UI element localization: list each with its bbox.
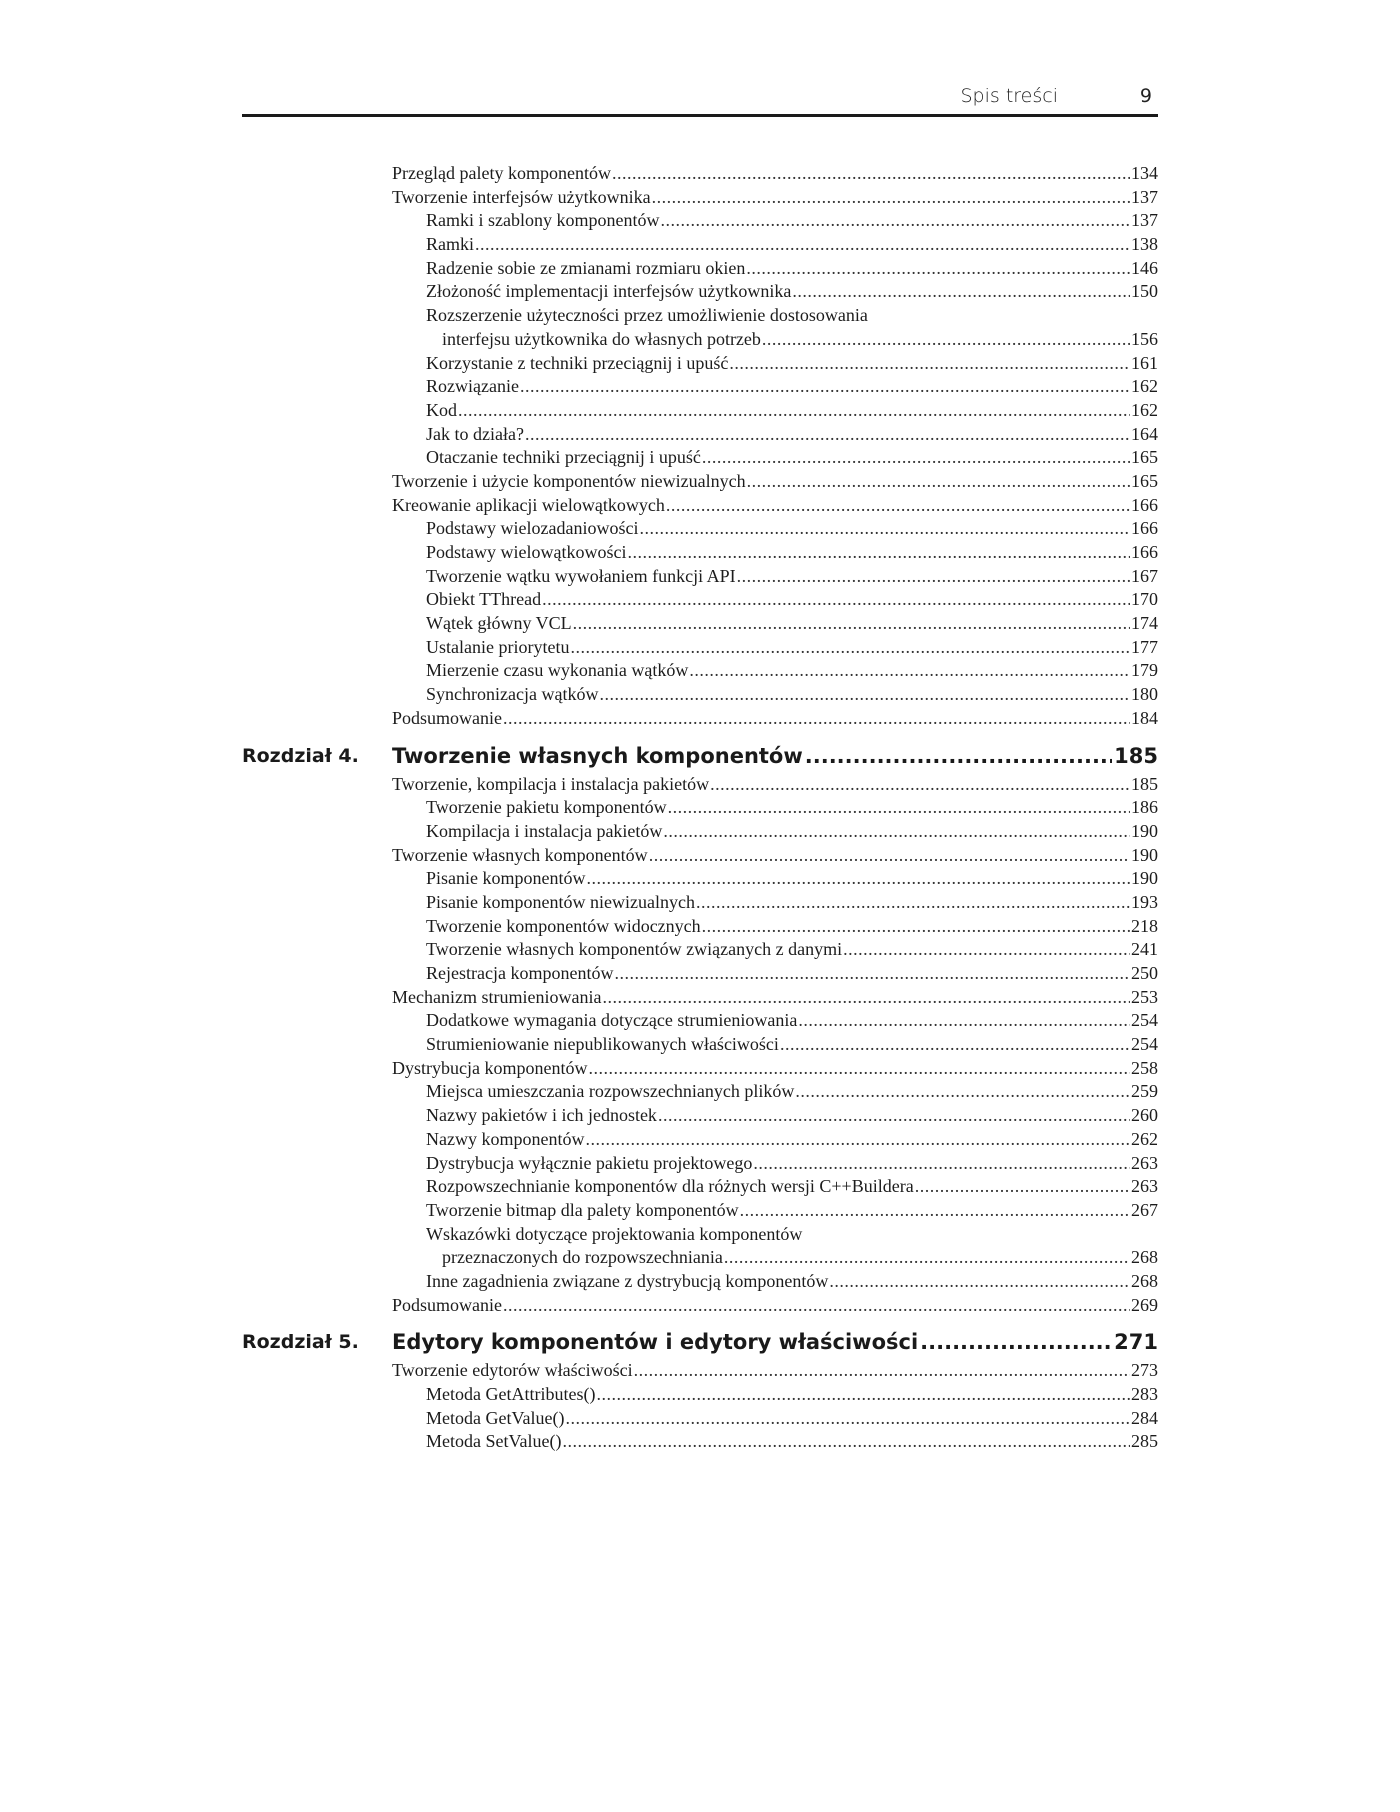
toc-subsection-entry [426, 1033, 1158, 1057]
dot-leader [585, 1128, 1130, 1152]
toc-subsection-entry [426, 796, 1158, 820]
dot-leader [596, 1383, 1130, 1407]
entry-title: Korzystanie z techniki przeciągnij i upuść [426, 352, 729, 373]
dot-leader [724, 1246, 1130, 1270]
dot-leader [668, 796, 1130, 820]
dot-leader [525, 423, 1130, 447]
toc-subsection-entry [426, 1270, 1158, 1294]
entry-page: 186 [1131, 797, 1158, 818]
entry-page: 170 [1131, 589, 1158, 610]
toc-subsection-entry [426, 399, 1158, 423]
entry-title: Tworzenie bitmap dla palety komponentów [426, 1199, 739, 1220]
entry-title: Tworzenie własnych komponentów [392, 844, 648, 865]
toc-section-entry [392, 1294, 1158, 1318]
dot-leader [587, 867, 1131, 891]
entry-page: 253 [1131, 986, 1158, 1007]
entry-title: Przegląd palety komponentów [392, 163, 611, 183]
entry-title: Synchronizacja wątków [426, 684, 599, 705]
running-header-title: Spis treści [960, 85, 1058, 107]
entry-page: 134 [1131, 163, 1158, 183]
entry-title: Tworzenie interfejsów użytkownika [392, 186, 651, 207]
toc-subsection-entry [426, 280, 1158, 304]
entry-page: 165 [1131, 447, 1158, 468]
chapter-heading [242, 1325, 1158, 1359]
entry-page: 190 [1131, 868, 1158, 889]
entry-title: Pisanie komponentów [426, 868, 586, 889]
dot-leader [702, 446, 1130, 470]
entry-title: Ramki i szablony komponentów [426, 210, 660, 231]
entry-title: Rozwiązanie [426, 376, 519, 397]
dot-leader [702, 915, 1130, 939]
toc-section-entry [392, 986, 1158, 1010]
entry-page: 165 [1131, 470, 1158, 491]
entry-title: Tworzenie komponentów widocznych [426, 915, 701, 936]
dot-leader [542, 588, 1130, 612]
entry-title: Dystrybucja wyłącznie pakietu projektowego [426, 1152, 753, 1173]
toc-section-entry [392, 494, 1158, 518]
entry-page: 138 [1131, 234, 1158, 255]
toc-subsection-entry [426, 209, 1158, 233]
entry-title: Miejsca umieszczania rozpowszechnianych plików [426, 1081, 795, 1102]
entry-page: 166 [1131, 518, 1158, 539]
entry-title: Tworzenie edytorów właściwości [392, 1360, 633, 1381]
dot-leader [627, 541, 1130, 565]
dot-leader [747, 470, 1130, 494]
dot-leader [658, 1104, 1130, 1128]
toc-section-entry [392, 773, 1158, 797]
dot-leader [689, 659, 1130, 683]
entry-title: Ustalanie priorytetu [426, 636, 570, 657]
entry-title: Dodatkowe wymagania dotyczące strumieniowania [426, 1010, 798, 1031]
dot-leader [737, 565, 1130, 589]
dot-leader [710, 773, 1130, 797]
toc-subsection-entry [426, 962, 1158, 986]
entry-page: 184 [1131, 707, 1158, 728]
dot-leader [746, 257, 1130, 281]
dot-leader [762, 328, 1130, 352]
entry-title: Dystrybucja komponentów [392, 1057, 588, 1078]
dot-leader [798, 1009, 1130, 1033]
entry-page: 267 [1131, 1199, 1158, 1220]
toc-section-entry [392, 186, 1158, 210]
toc-subsection-entry [426, 1175, 1158, 1199]
dot-leader [666, 494, 1130, 518]
dot-leader [915, 1175, 1130, 1199]
entry-title: przeznaczonych do rozpowszechniania [442, 1247, 723, 1268]
dot-leader [565, 1407, 1130, 1431]
entry-page: 262 [1131, 1128, 1158, 1149]
dot-leader [780, 1033, 1130, 1057]
entry-title: Nazwy komponentów [426, 1128, 585, 1149]
dot-leader [792, 280, 1130, 304]
chapter-title: Edytory komponentów i edytory właściwości [392, 1330, 919, 1355]
entry-page: 218 [1131, 915, 1158, 936]
entry-title: Kreowanie aplikacji wielowątkowych [392, 494, 665, 515]
entry-page: 285 [1131, 1431, 1158, 1452]
chapter-page: 271 [1114, 1330, 1158, 1355]
entry-page: 190 [1131, 820, 1158, 841]
toc-subsection-entry [426, 636, 1158, 660]
entry-title: Tworzenie i użycie komponentów niewizualnych [392, 470, 746, 491]
toc-subsection-entry [426, 423, 1158, 447]
entry-title: Pisanie komponentów niewizualnych [426, 891, 695, 912]
dot-leader [614, 962, 1130, 986]
toc-subsection-entry [426, 446, 1158, 470]
entry-page: 177 [1131, 636, 1158, 657]
entry-page: 166 [1131, 542, 1158, 562]
toc-section-entry [392, 844, 1158, 868]
dot-leader [740, 1199, 1130, 1223]
dot-leader [588, 1057, 1130, 1081]
dot-leader [829, 1270, 1130, 1294]
entry-title: Mechanizm strumieniowania [392, 986, 602, 1007]
toc-subsection-entry [426, 233, 1158, 257]
entry-title: Metoda SetValue() [426, 1431, 562, 1452]
entry-title: Jak to działa? [426, 423, 524, 444]
entry-title: Inne zagadnienia związane z dystrybucją komponentów [426, 1270, 829, 1291]
dot-leader [660, 209, 1130, 233]
dot-leader [503, 1294, 1130, 1318]
entry-title: Tworzenie wątku wywołaniem funkcji API [426, 565, 736, 586]
dot-leader [520, 375, 1130, 399]
dot-leader [458, 399, 1130, 423]
entry-page: 254 [1131, 1034, 1158, 1055]
entry-page: 193 [1131, 891, 1158, 912]
dot-leader [599, 683, 1130, 707]
entry-title: Tworzenie własnych komponentów związanych z danymi [426, 939, 843, 960]
entry-page: 254 [1131, 1010, 1158, 1031]
entry-page: 259 [1131, 1081, 1158, 1102]
dot-leader [639, 517, 1130, 541]
entry-page: 174 [1131, 613, 1158, 634]
entry-page: 258 [1131, 1057, 1158, 1078]
toc-subsection-entry [426, 659, 1158, 683]
toc-subsection-entry [426, 1080, 1158, 1104]
toc-subsection-entry [426, 891, 1158, 915]
dot-leader [652, 186, 1130, 210]
toc-subsection-entry [426, 517, 1158, 541]
entry-page: 273 [1131, 1360, 1158, 1381]
toc-subsection-entry [426, 820, 1158, 844]
dot-leader [843, 938, 1130, 962]
toc-subsection-entry [426, 304, 1158, 328]
toc-subsection-entry [426, 612, 1158, 636]
entry-title: Podstawy wielozadaniowości [426, 518, 639, 539]
toc-subsection-entry [426, 1407, 1158, 1431]
entry-title: Kod [426, 399, 457, 420]
header-rule [242, 114, 1158, 117]
toc-subsection-entry [426, 867, 1158, 891]
toc-section-entry [392, 470, 1158, 494]
dot-leader [649, 844, 1130, 868]
toc-subsection-entry [426, 938, 1158, 962]
entry-page: 150 [1131, 281, 1158, 302]
chapter-label: Rozdział 5. [242, 1331, 359, 1354]
dot-leader [753, 1152, 1130, 1176]
entry-title: Obiekt TThread [426, 589, 542, 610]
entry-title: Tworzenie pakietu komponentów [426, 797, 667, 818]
dot-leader [570, 636, 1130, 660]
toc-subsection-entry [426, 1128, 1158, 1152]
entry-page: 190 [1131, 844, 1158, 865]
entry-title: Podsumowanie [392, 707, 502, 728]
entry-page: 269 [1131, 1294, 1158, 1315]
entry-title: Kompilacja i instalacja pakietów [426, 820, 663, 841]
dot-leader [920, 1325, 1112, 1359]
entry-title: interfejsu użytkownika do własnych potrzeb [442, 328, 761, 349]
toc-subsection-entry [426, 1009, 1158, 1033]
running-header [242, 85, 1158, 115]
toc-subsection-entry [426, 257, 1158, 281]
entry-page: 162 [1131, 399, 1158, 420]
dot-leader [562, 1430, 1130, 1454]
toc-subsection-entry [426, 1383, 1158, 1407]
entry-page: 263 [1131, 1152, 1158, 1173]
dot-leader [612, 162, 1130, 186]
entry-page: 156 [1131, 328, 1158, 349]
dot-leader [602, 986, 1130, 1010]
toc-subsection-entry [426, 1152, 1158, 1176]
entry-page: 283 [1131, 1384, 1158, 1404]
entry-page: 167 [1131, 565, 1158, 586]
dot-leader [696, 891, 1130, 915]
entry-page: 161 [1131, 352, 1158, 373]
entry-page: 180 [1131, 684, 1158, 705]
chapter-title: Tworzenie własnych komponentów [392, 743, 803, 768]
entry-title: Rejestracja komponentów [426, 963, 614, 983]
entry-page: 241 [1131, 939, 1158, 960]
entry-title: Strumieniowanie niepublikowanych właściwości [426, 1034, 779, 1055]
dot-leader [729, 352, 1130, 376]
entry-title: Metoda GetAttributes() [426, 1384, 596, 1404]
entry-title: Rozszerzenie użyteczności przez umożliwienie dostosowania [426, 305, 868, 326]
toc-subsection-entry [426, 915, 1158, 939]
toc-section-entry [392, 1057, 1158, 1081]
entry-page: 185 [1131, 773, 1158, 794]
entry-page: 263 [1131, 1176, 1158, 1197]
entry-title: Złożoność implementacji interfejsów użytkownika [426, 281, 792, 302]
entry-title: Nazwy pakietów i ich jednostek [426, 1105, 657, 1126]
entry-title: Metoda GetValue() [426, 1407, 565, 1428]
toc-subsection-entry [426, 352, 1158, 376]
toc-section-entry [392, 707, 1158, 731]
toc-subsection-entry [426, 541, 1158, 565]
dot-leader [805, 739, 1112, 773]
entry-page: 250 [1131, 963, 1158, 983]
entry-title: Rozpowszechnianie komponentów dla różnych wersji C++Buildera [426, 1176, 914, 1197]
dot-leader [573, 612, 1130, 636]
entry-page: 284 [1131, 1407, 1158, 1428]
entry-title: Wskazówki dotyczące projektowania komponentów [426, 1223, 803, 1244]
entry-page: 260 [1131, 1105, 1158, 1126]
entry-title: Wątek główny VCL [426, 613, 572, 634]
entry-title: Podsumowanie [392, 1294, 502, 1315]
entry-page: 164 [1131, 423, 1158, 444]
entry-page: 179 [1131, 660, 1158, 681]
toc-entry-continuation [442, 1246, 1158, 1270]
page-number: 9 [1139, 85, 1152, 107]
dot-leader [475, 233, 1130, 257]
toc-subsection-entry [426, 683, 1158, 707]
toc-entry-continuation [442, 328, 1158, 352]
dot-leader [795, 1080, 1130, 1104]
toc-subsection-entry [426, 375, 1158, 399]
chapter-label: Rozdział 4. [242, 744, 359, 767]
entry-title: Podstawy wielowątkowości [426, 542, 627, 562]
dot-leader [503, 707, 1130, 731]
entry-page: 268 [1131, 1247, 1158, 1268]
toc-subsection-entry [426, 1430, 1158, 1454]
toc-subsection-entry [426, 1199, 1158, 1223]
toc-section-entry [392, 162, 1158, 186]
chapter-heading [242, 739, 1158, 773]
entry-title: Radzenie sobie ze zmianami rozmiaru okien [426, 257, 746, 278]
table-of-contents [242, 162, 1158, 1454]
entry-page: 166 [1131, 494, 1158, 515]
entry-page: 137 [1131, 210, 1158, 231]
entry-page: 137 [1131, 186, 1158, 207]
entry-title: Otaczanie techniki przeciągnij i upuść [426, 447, 701, 468]
chapter-page: 185 [1114, 743, 1158, 768]
dot-leader [634, 1359, 1130, 1383]
toc-section-entry [392, 1359, 1158, 1383]
toc-subsection-entry [426, 588, 1158, 612]
toc-subsection-entry [426, 1104, 1158, 1128]
entry-page: 268 [1131, 1270, 1158, 1291]
toc-subsection-entry [426, 565, 1158, 589]
entry-title: Ramki [426, 234, 474, 255]
entry-page: 162 [1131, 376, 1158, 397]
dot-leader [663, 820, 1130, 844]
toc-subsection-entry [426, 1223, 1158, 1247]
entry-page: 146 [1131, 257, 1158, 278]
entry-title: Tworzenie, kompilacja i instalacja pakietów [392, 773, 710, 794]
entry-title: Mierzenie czasu wykonania wątków [426, 660, 689, 681]
